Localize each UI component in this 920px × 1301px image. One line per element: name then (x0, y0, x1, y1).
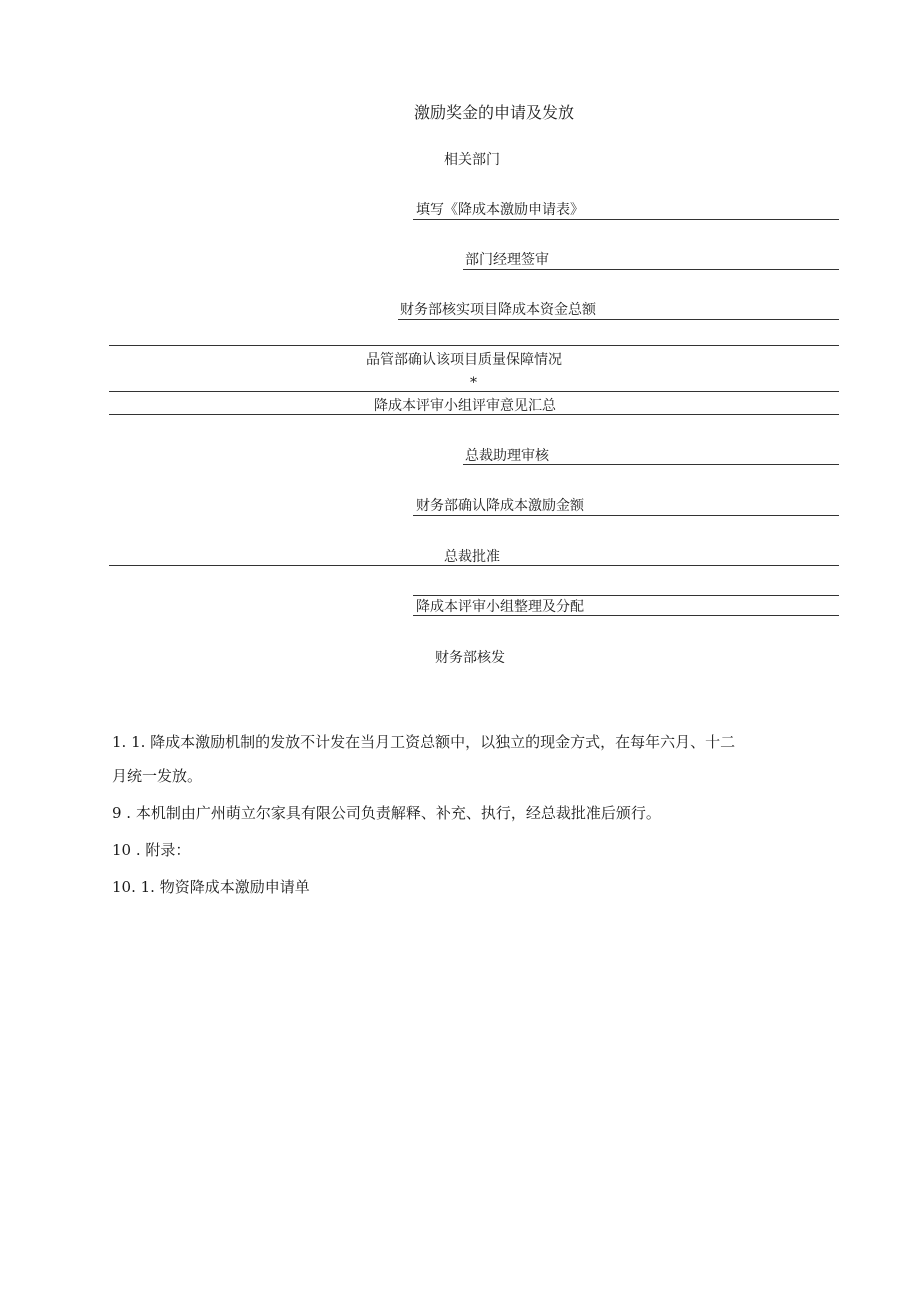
paragraph-2: 9 . 本机制由广州萌立尔家具有限公司负责解释、补充、执行，经总裁批准后颁行。 (112, 804, 661, 822)
flow-step-finance-confirm: 财务部确认降成本激励金额 (416, 498, 584, 514)
flow-step-quality-confirm: 品管部确认该项目质量保障情况 (366, 352, 562, 368)
flow-rule (413, 595, 839, 596)
flow-step-review-summary: 降成本评审小组评审意见汇总 (374, 398, 556, 414)
flow-rule (109, 345, 839, 346)
flow-step-finance-verify: 财务部核实项目降成本资金总额 (400, 302, 596, 318)
flow-step-start: 相关部门 (444, 152, 500, 168)
page-title: 激励奖金的申请及发放 (414, 103, 575, 122)
flow-rule (413, 615, 839, 616)
paragraph-4: 10. 1. 物资降成本激励申请单 (112, 878, 310, 896)
flow-asterisk: * (470, 375, 477, 391)
flow-step-fill-form: 填写《降成本激励申请表》 (416, 202, 584, 218)
flow-step-president-approve: 总裁批准 (444, 549, 500, 565)
flow-rule (413, 515, 839, 516)
flow-rule (398, 319, 839, 320)
paragraph-1-line-2: 月统一发放。 (112, 767, 203, 785)
flow-rule (109, 414, 839, 415)
flow-step-group-allocate: 降成本评审小组整理及分配 (416, 599, 584, 615)
paragraph-3: 10 . 附录： (112, 841, 191, 859)
flow-step-finance-issue: 财务部核发 (435, 650, 505, 666)
flow-step-dept-manager: 部门经理签审 (465, 252, 549, 268)
flow-rule (463, 269, 839, 270)
flow-step-assistant-review: 总裁助理审核 (465, 448, 549, 464)
flow-rule (463, 464, 839, 465)
flow-rule (109, 391, 839, 392)
paragraph-1-line-1: 1. 1. 降成本激励机制的发放不计发在当月工资总额中，以独立的现金方式，在每年六月、十二 (112, 733, 736, 751)
flow-rule (109, 565, 839, 566)
flow-rule (413, 219, 839, 220)
